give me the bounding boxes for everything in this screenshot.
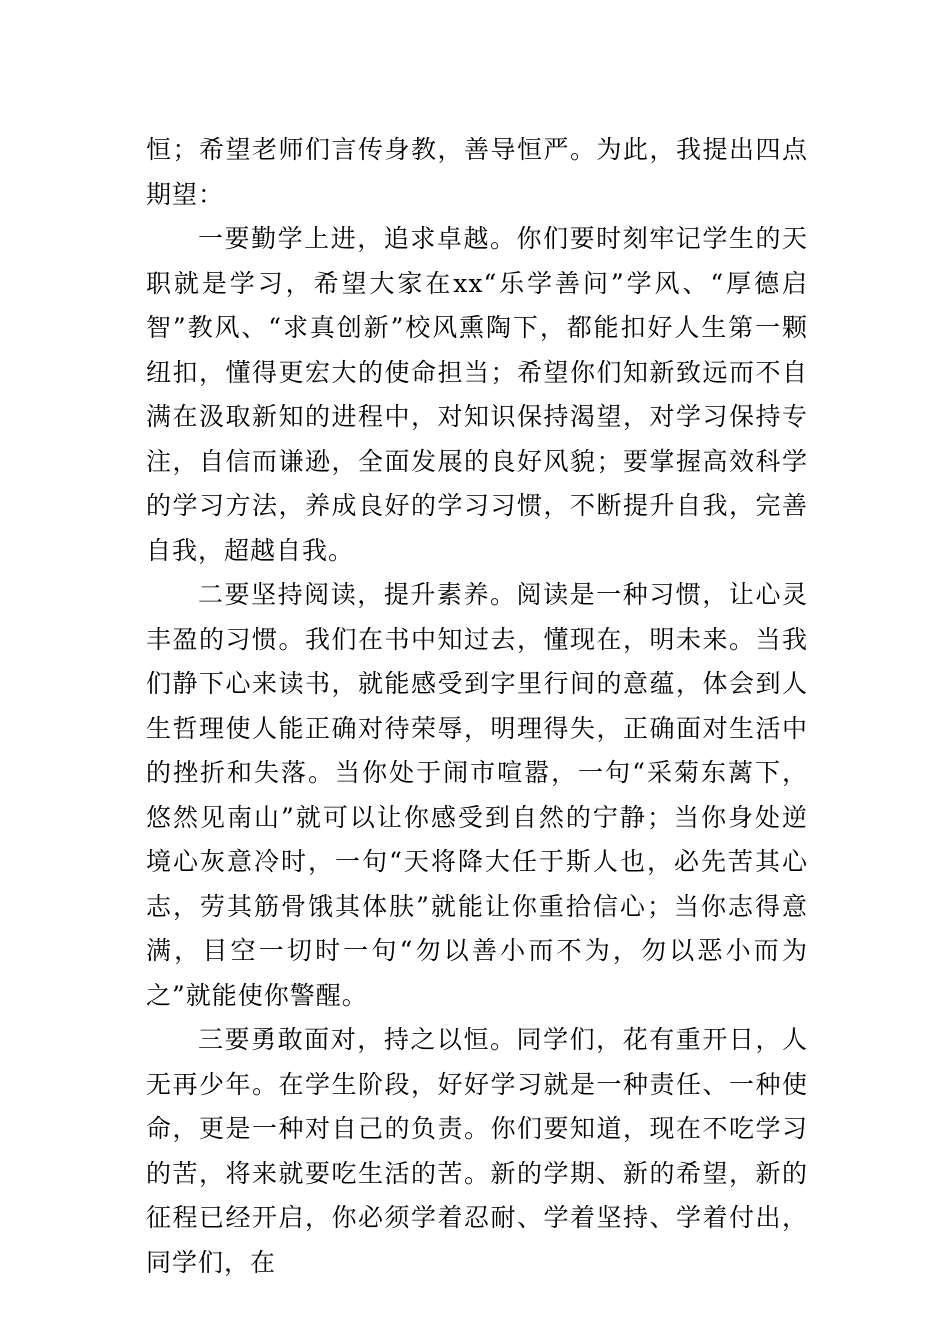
paragraph: 二要坚持阅读，提升素养。阅读是一种习惯，让心灵丰盈的习惯。我们在书中知过去，懂现在，明未来。当我们静下心来读书，就能感受到字里行间的意蕴，体会到人生哲理使人能正确对待荣辱，明理得失，正确面对生活中的挫折和失落。当你处于闹市喧嚣，一句“采菊东蓠下，悠然见南山”就可以让你感受到自然的宁静；当你身处逆境心灰意冷时，一句“天将降大任于斯人也，必先苦其心志，劳其筋骨饿其体肤”就能让你重拾信心；当你志得意满，目空一切时一句“勿以善小而不为，勿以恶小而为之”就能使你警醒。 — [146, 580, 808, 1010]
paragraph: 一要勤学上进，追求卓越。你们要时刻牢记学生的天职就是学习，希望大家在xx“乐学善问”学风、“厚德启智”教风、“求真创新”校风熏陶下，都能扣好人生第一颗纽扣，懂得更宏大的使命担当；希望你们知新致远而不自满在汲取新知的进程中，对知识保持渴望，对学习保持专注，自信而谦逊，全面发展的良好风貌；要掌握高效科学的学习方法，养成良好的学习习惯，不断提升自我，完善自我，超越自我。 — [146, 224, 808, 565]
document-body — [146, 128, 808, 1285]
paragraph: 恒；希望老师们言传身教，善导恒严。为此，我提出四点期望： — [146, 135, 808, 209]
paragraph: 三要勇敢面对，持之以恒。同学们，花有重开日，人无再少年。在学生阶段，好好学习就是一种责任、一种使命，更是一种对自己的负责。你们要知道，现在不吃学习的苦，将来就要吃生活的苦。新的学期、新的希望，新的征程已经开启，你必须学着忍耐、学着坚持、学着付出，同学们，在 — [146, 1025, 808, 1277]
